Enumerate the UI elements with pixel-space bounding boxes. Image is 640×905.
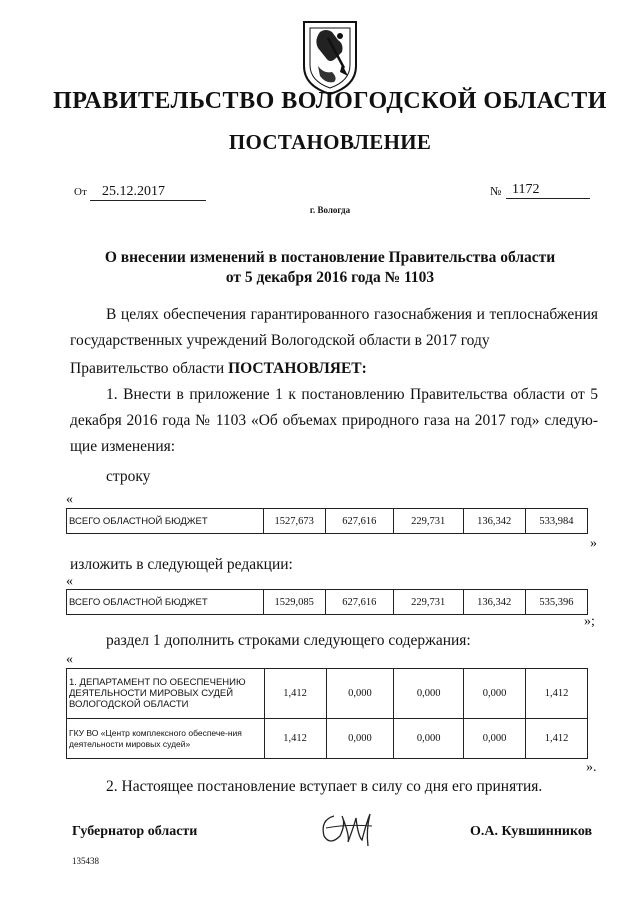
line-stroku: строку xyxy=(106,468,151,485)
subject-line-1: О внесении изменений в постановление Правительства области xyxy=(104,249,556,266)
table-old-row xyxy=(66,508,588,534)
number-label: № xyxy=(490,184,502,198)
table-added-rows xyxy=(66,668,588,759)
close-quote-dot: ». xyxy=(586,760,597,775)
table-row: ГКУ ВО «Центр комплексного обеспече-ния деятельности мировых судей» 1,412 0,000 0,000 0,000 1,412 xyxy=(67,719,588,759)
date-label: От xyxy=(74,186,87,198)
document-number: 1172 xyxy=(506,182,590,199)
close-quote-semicolon: »; xyxy=(584,614,595,629)
resolves-keyword: ПОСТАНОВЛЯЕТ: xyxy=(228,360,367,377)
preamble-paragraph: В целях обеспечения гарантированного газоснабжения и теплоснабжения государственных учреждений Вологодской области в 2017 году xyxy=(70,306,598,349)
clause-2-paragraph: 2. Настоящее постановление вступает в силу со дня его принятия. xyxy=(106,778,543,795)
document-type: ПОСТАНОВЛЕНИЕ xyxy=(228,130,432,154)
city: г. Вологда xyxy=(309,205,351,215)
line-izlozhit: изложить в следующей редакции: xyxy=(70,556,293,573)
open-quote-3: « xyxy=(66,652,73,667)
resolves-paragraph: Правительство области ПОСТАНОВЛЯЕТ: xyxy=(70,360,367,377)
clause-1-paragraph: 1. Внести в приложение 1 к постановлению Правительства области от 5 декабря 2016 года № 1103 «Об объемах природного газа на 2017 год» следую-щие изменения: xyxy=(70,386,598,455)
organization-title: ПРАВИТЕЛЬСТВО ВОЛОГОДСКОЙ ОБЛАСТИ xyxy=(53,88,607,114)
document-date: 25.12.2017 xyxy=(90,184,206,201)
close-quote-1: » xyxy=(590,536,597,551)
table-row: ВСЕГО ОБЛАСТНОЙ БЮДЖЕТ 1529,085 627,616 229,731 136,342 535,396 xyxy=(67,590,588,615)
signatory-role: Губернатор области xyxy=(72,824,198,839)
table-new-row xyxy=(66,589,588,615)
table-row: 1. ДЕПАРТАМЕНТ ПО ОБЕСПЕЧЕНИЮ ДЕЯТЕЛЬНОСТИ МИРОВЫХ СУДЕЙ ВОЛОГОДСКОЙ ОБЛАСТИ 1,412 0,000 0,000 0,000 1,412 xyxy=(67,669,588,719)
line-razdel: раздел 1 дополнить строками следующего содержания: xyxy=(106,632,471,649)
document-subject xyxy=(60,248,600,288)
subject-line-2: от 5 декабря 2016 года № 1103 xyxy=(225,269,435,286)
signatory-name: О.А. Кувшинников xyxy=(470,824,593,839)
coat-of-arms-emblem xyxy=(298,18,362,96)
handwritten-signature xyxy=(316,806,378,848)
open-quote-2: « xyxy=(66,574,73,589)
table-row: ВСЕГО ОБЛАСТНОЙ БЮДЖЕТ 1527,673 627,616 229,731 136,342 533,984 xyxy=(67,509,588,534)
open-quote-1: « xyxy=(66,492,73,507)
document-code: 135438 xyxy=(72,856,99,866)
